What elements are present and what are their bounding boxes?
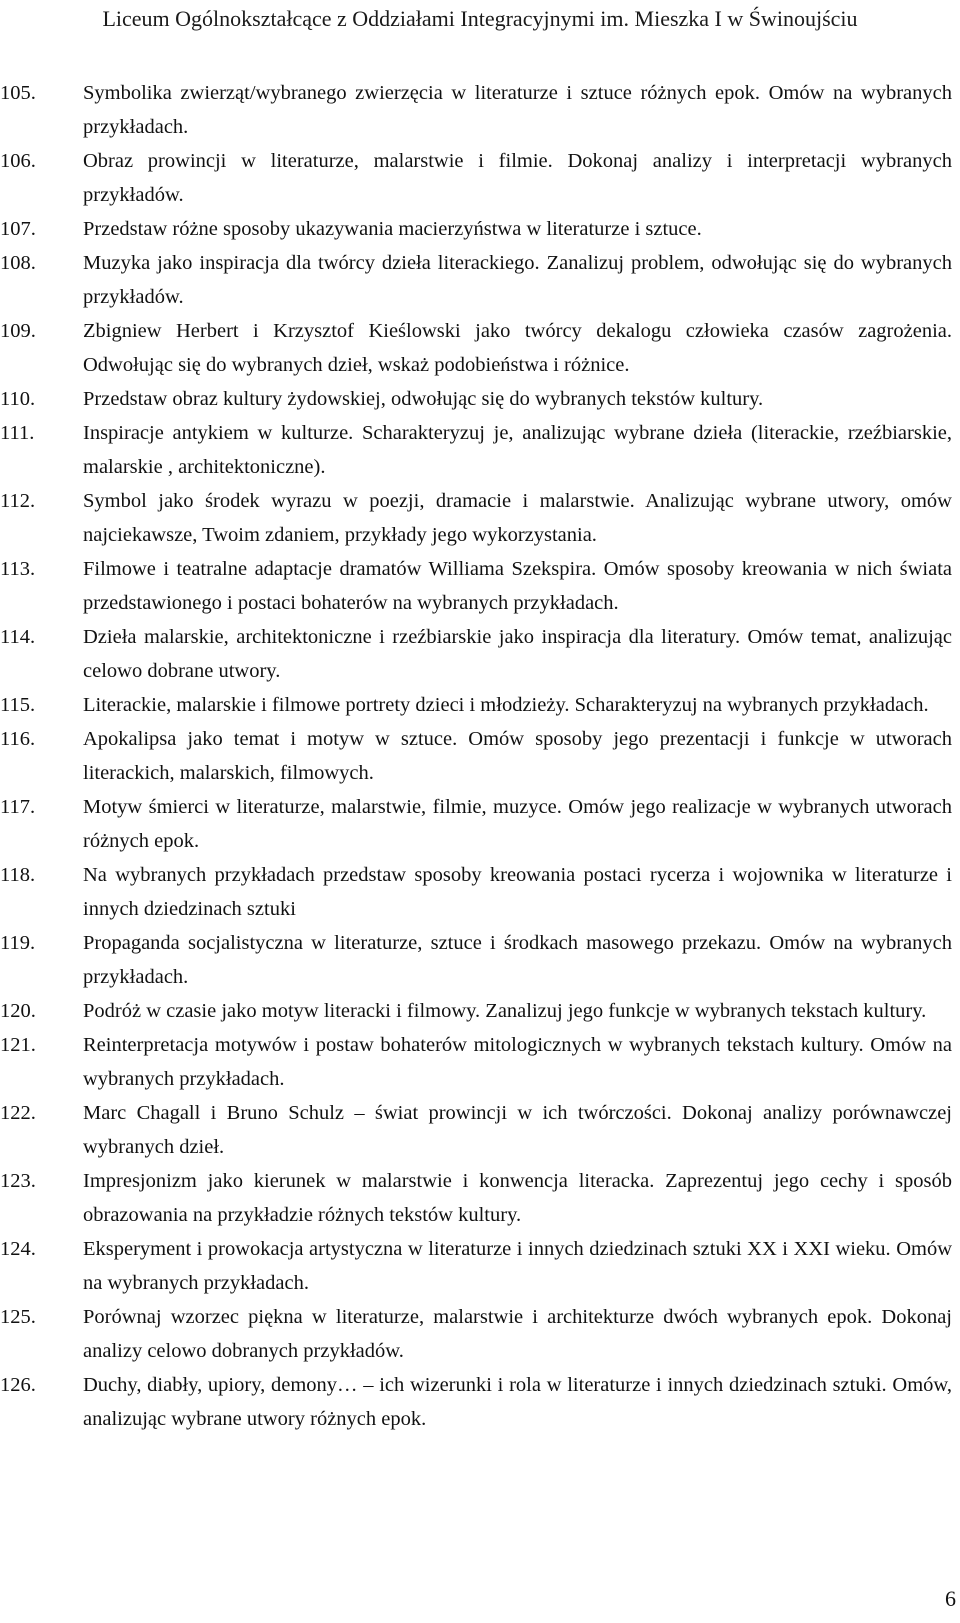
page-header: Liceum Ogólnokształcące z Oddziałami Integracyjnymi im. Mieszka I w Świnoujściu xyxy=(102,6,858,31)
topic-text: Symbolika zwierząt/wybranego zwierzęcia w literaturze i sztuce różnych epok. Omów na wybranych przykładach. xyxy=(83,82,952,138)
page-number: 6 xyxy=(945,1586,956,1611)
list-item xyxy=(0,246,960,314)
list-item xyxy=(0,722,960,790)
topic-text: Przedstaw różne sposoby ukazywania macierzyństwa w literaturze i sztuce. xyxy=(83,218,702,240)
list-item xyxy=(0,790,960,858)
topic-text: Symbol jako środek wyrazu w poezji, dramacie i malarstwie. Analizując wybrane utwory, omów najciekawsze, Twoim zdaniem, przykłady jego wykorzystania. xyxy=(83,490,952,546)
list-item xyxy=(0,688,960,722)
topic-text: Przedstaw obraz kultury żydowskiej, odwołując się do wybranych tekstów kultury. xyxy=(83,388,764,410)
topic-text: Duchy, diabły, upiory, demony… – ich wizerunki i rola w literaturze i innych dziedzinach sztuki. Omów, analizując wybrane utwory różnych epok. xyxy=(83,1374,952,1430)
list-item xyxy=(0,76,960,144)
list-item xyxy=(0,1232,960,1300)
topic-number: 111. xyxy=(0,422,35,444)
list-item xyxy=(0,1164,960,1232)
topic-number: 126. xyxy=(0,1374,36,1396)
list-item xyxy=(0,382,960,416)
topic-text: Muzyka jako inspiracja dla twórcy dzieła literackiego. Zanalizuj problem, odwołując się do wybranych przykładów. xyxy=(83,252,952,308)
list-item xyxy=(0,144,960,212)
topic-number: 117. xyxy=(0,796,36,818)
topic-number: 112. xyxy=(0,490,36,512)
topic-number: 115. xyxy=(0,694,36,716)
list-item xyxy=(0,552,960,620)
topic-number: 114. xyxy=(0,626,36,648)
topic-text: Impresjonizm jako kierunek w malarstwie i konwencja literacka. Zaprezentuj jego cechy i sposób obrazowania na przykładzie różnych tekstów kultury. xyxy=(83,1170,952,1226)
topic-text: Obraz prowincji w literaturze, malarstwie i filmie. Dokonaj analizy i interpretacji wybranych przykładów. xyxy=(83,150,952,206)
topic-text: Dzieła malarskie, architektoniczne i rzeźbiarskie jako inspiracja dla literatury. Omów temat, analizując celowo dobrane utwory. xyxy=(83,626,952,682)
list-item xyxy=(0,416,960,484)
topic-number: 119. xyxy=(0,932,36,954)
list-item xyxy=(0,1368,960,1436)
list-item xyxy=(0,620,960,688)
topic-number: 109. xyxy=(0,320,36,342)
topic-number: 118. xyxy=(0,864,36,886)
topic-number: 120. xyxy=(0,1000,36,1022)
topic-number: 106. xyxy=(0,150,36,172)
topic-text: Propaganda socjalistyczna w literaturze, sztuce i środkach masowego przekazu. Omów na wybranych przykładach. xyxy=(83,932,952,988)
topic-text: Reinterpretacja motywów i postaw bohaterów mitologicznych w wybranych tekstach kultury. Omów na wybranych przykładach. xyxy=(83,1034,952,1090)
topic-text: Filmowe i teatralne adaptacje dramatów Williama Szekspira. Omów sposoby kreowania w nich świata przedstawionego i postaci bohaterów na wybranych przykładach. xyxy=(83,558,952,614)
topic-number: 113. xyxy=(0,558,36,580)
topic-text: Inspiracje antykiem w kulturze. Scharakteryzuj je, analizując wybrane dzieła (literackie, rzeźbiarskie, malarskie , architektoniczne). xyxy=(83,422,952,478)
topic-text: Literackie, malarskie i filmowe portrety dzieci i młodzieży. Scharakteryzuj na wybranych przykładach. xyxy=(83,694,929,716)
topic-text: Zbigniew Herbert i Krzysztof Kieślowski jako twórcy dekalogu człowieka czasów zagrożenia. Odwołując się do wybranych dzieł, wskaż podobieństwa i różnice. xyxy=(83,320,952,376)
list-item xyxy=(0,212,960,246)
list-item xyxy=(0,1028,960,1096)
list-item xyxy=(0,926,960,994)
topic-list xyxy=(0,76,960,1436)
list-item xyxy=(0,1096,960,1164)
topic-number: 105. xyxy=(0,82,36,104)
topic-number: 125. xyxy=(0,1306,36,1328)
list-item xyxy=(0,858,960,926)
topic-number: 121. xyxy=(0,1034,36,1056)
topic-text: Na wybranych przykładach przedstaw sposoby kreowania postaci rycerza i wojownika w literaturze i innych dziedzinach sztuki xyxy=(83,864,952,920)
topic-number: 108. xyxy=(0,252,36,274)
topic-number: 122. xyxy=(0,1102,36,1124)
topic-text: Apokalipsa jako temat i motyw w sztuce. Omów sposoby jego prezentacji i funkcje w utworach literackich, malarskich, filmowych. xyxy=(83,728,952,784)
topic-text: Porównaj wzorzec piękna w literaturze, malarstwie i architekturze dwóch wybranych epok. Dokonaj analizy celowo dobranych przykładów. xyxy=(83,1306,952,1362)
topic-text: Motyw śmierci w literaturze, malarstwie, filmie, muzyce. Omów jego realizacje w wybranych utworach różnych epok. xyxy=(83,796,952,852)
topic-number: 107. xyxy=(0,218,36,240)
topic-text: Podróż w czasie jako motyw literacki i filmowy. Zanalizuj jego funkcje w wybranych tekstach kultury. xyxy=(83,1000,927,1022)
topic-text: Marc Chagall i Bruno Schulz – świat prowincji w ich twórczości. Dokonaj analizy porównawczej wybranych dzieł. xyxy=(83,1102,952,1158)
topic-number: 123. xyxy=(0,1170,36,1192)
list-item xyxy=(0,484,960,552)
topic-number: 124. xyxy=(0,1238,36,1260)
list-item xyxy=(0,314,960,382)
topic-number: 116. xyxy=(0,728,36,750)
list-item xyxy=(0,1300,960,1368)
list-item xyxy=(0,994,960,1028)
topic-number: 110. xyxy=(0,388,36,410)
topic-text: Eksperyment i prowokacja artystyczna w literaturze i innych dziedzinach sztuki XX i XXI wieku. Omów na wybranych przykładach. xyxy=(83,1238,952,1294)
